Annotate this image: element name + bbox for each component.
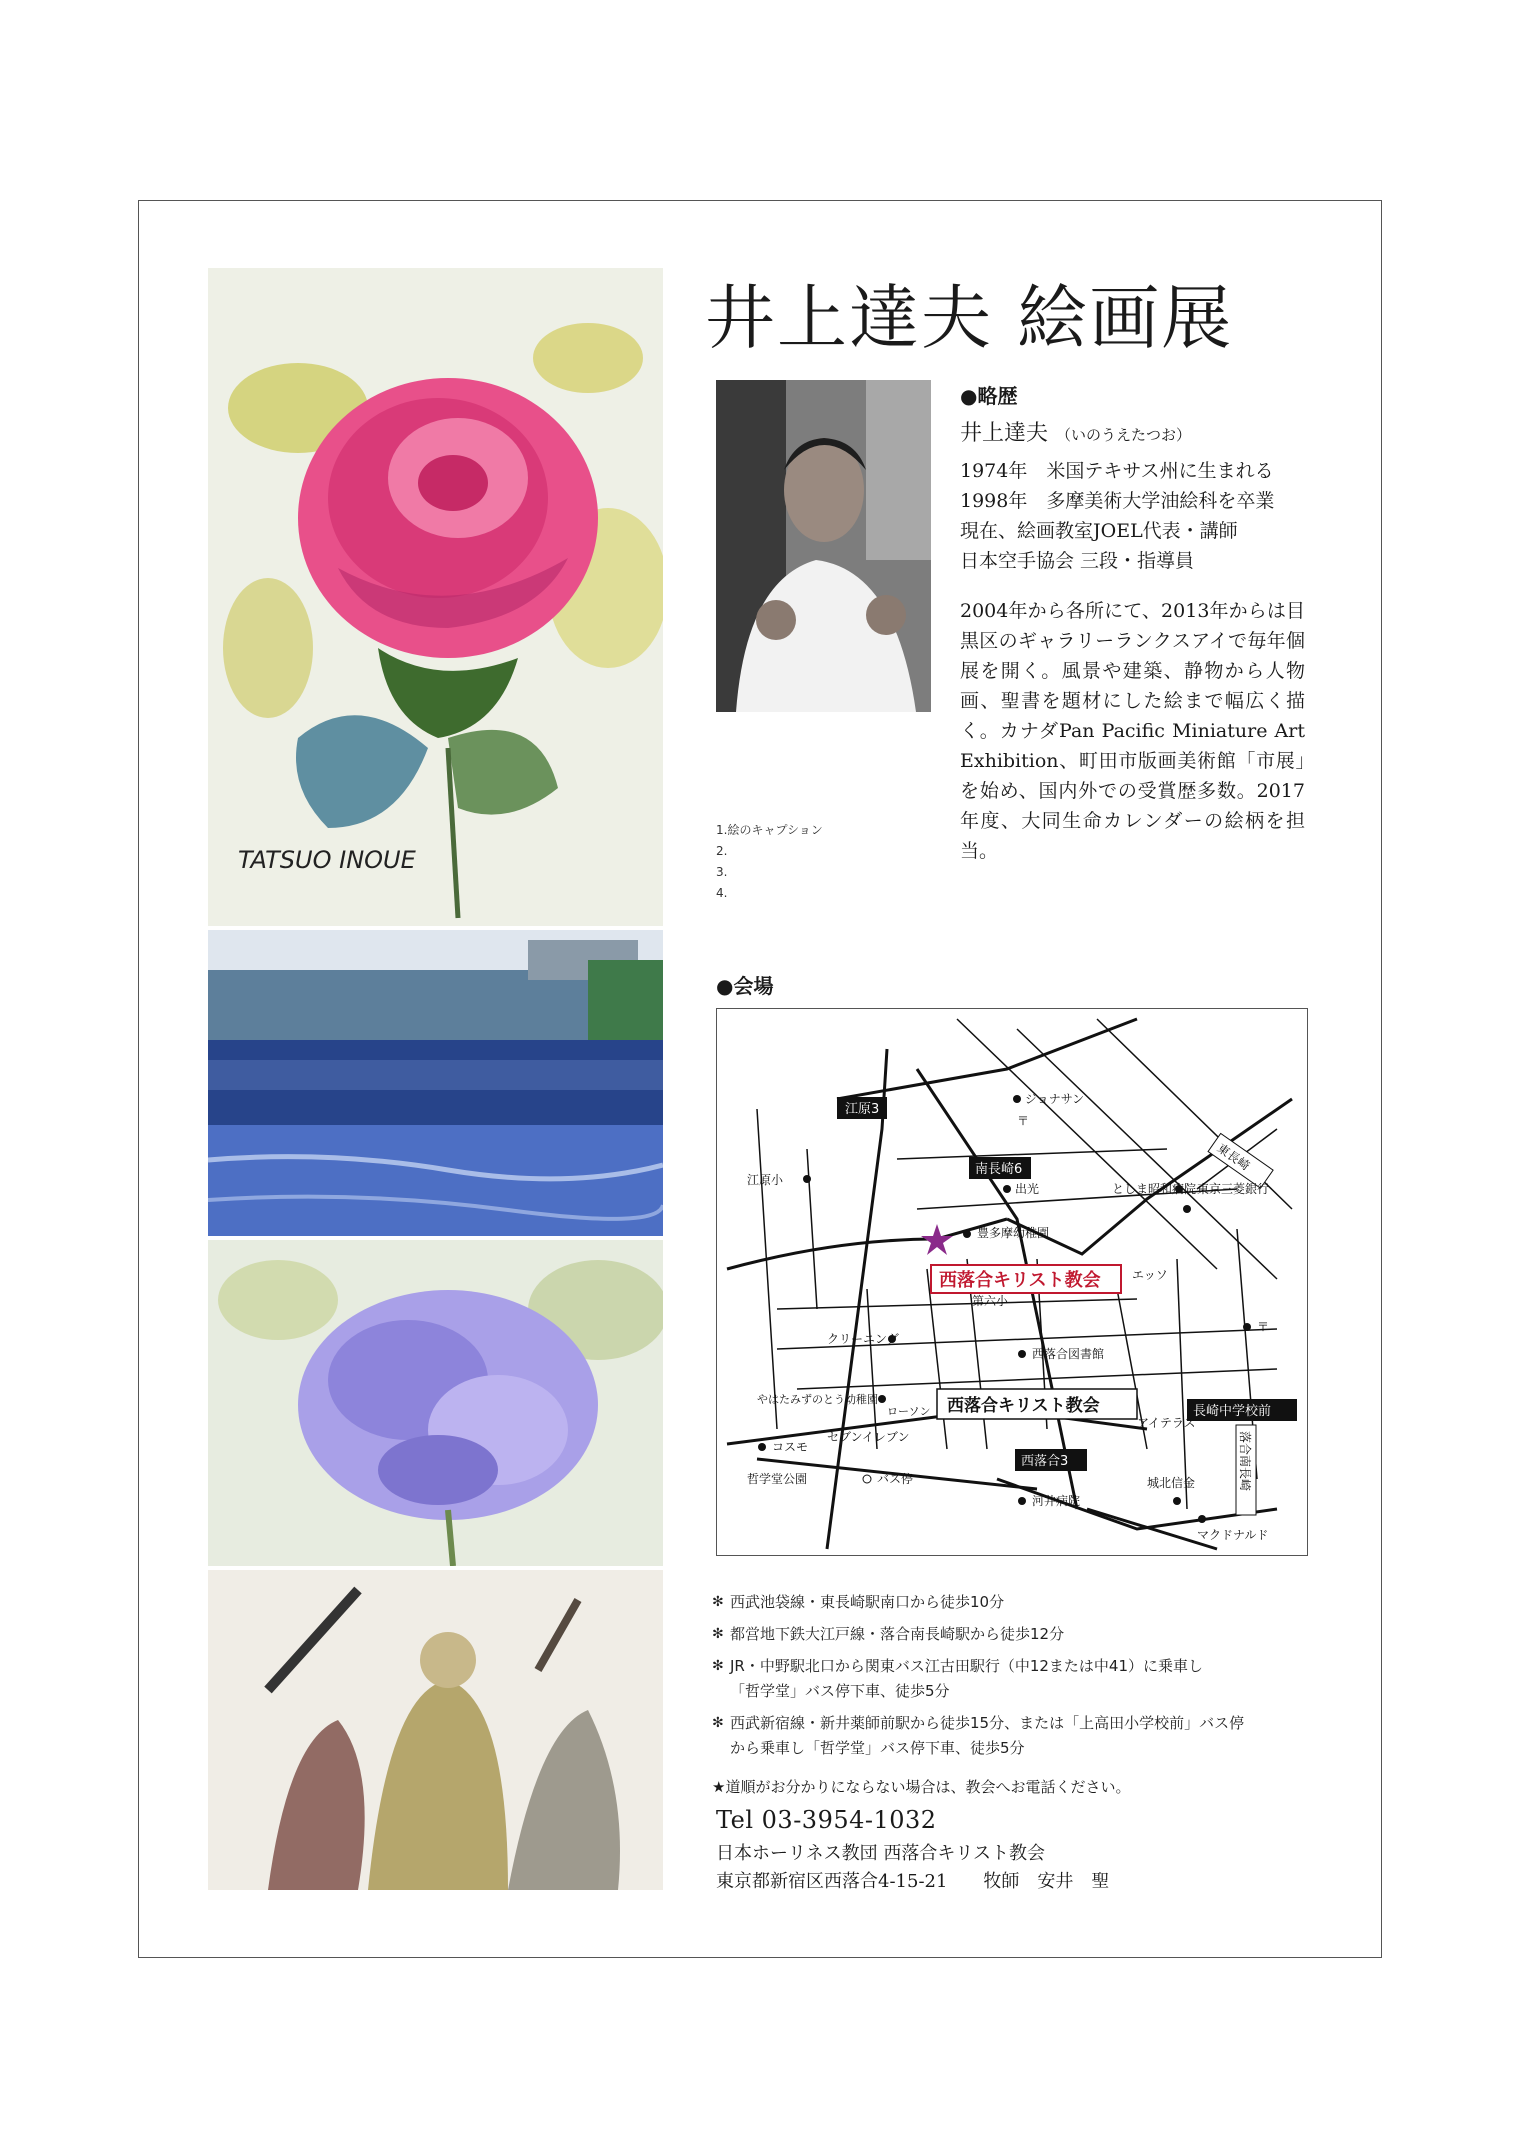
caption-item: 3. xyxy=(716,865,728,879)
svg-text:マクドナルド: マクドナルド xyxy=(1197,1528,1269,1542)
svg-text:第六小: 第六小 xyxy=(972,1294,1009,1308)
map-label: 長崎中学校前 xyxy=(1193,1404,1272,1419)
access-item: ✻ 都営地下鉄大江戸線・落合南長崎駅から徒歩12分 xyxy=(712,1622,1244,1647)
svg-text:出光: 出光 xyxy=(1015,1182,1040,1196)
career-line: 現在、絵画教室JOEL代表・講師 xyxy=(960,520,1238,542)
svg-text:江原小: 江原小 xyxy=(747,1173,784,1187)
painting-rose xyxy=(208,268,663,926)
map-label: 江原3 xyxy=(845,1102,880,1117)
svg-text:バス停: バス停 xyxy=(877,1472,914,1486)
venue-map xyxy=(716,1008,1308,1556)
svg-text:東長崎: 東長崎 xyxy=(1214,1140,1253,1174)
access-item: ✻ 西武新宿線・新井薬師前駅から徒歩15分、または「上高田小学校前」バス停 から乗車し「哲学堂」バス停下車、徒歩5分 xyxy=(712,1711,1244,1761)
organization-address: 東京都新宿区西落合4-15-21 牧師 安井 聖 xyxy=(716,1871,1110,1892)
profile-description: 2004年から各所にて、2013年からは目黒区のギャラリーランクスアイで毎年個展を開く。風景や建築、静物から人物画、聖書を題材にした絵まで幅広く描く。カナダPan Pacific Miniature Art Exhibition、町田市版画美術館「市展」を始め、国内外での受賞歴多数。2017年度、大同生命カレンダーの絵柄を担当。 xyxy=(960,600,1305,862)
caption-item: 1.絵のキャプション xyxy=(716,823,823,837)
organization-name: 日本ホーリネス教団 西落合キリスト教会 xyxy=(716,1843,1045,1864)
caption-item: 2. xyxy=(716,844,728,858)
profile-heading: ●略歴 xyxy=(960,384,1018,408)
church-map-label: 西落合キリスト教会 xyxy=(939,1270,1101,1291)
career-line: 1974年 米国テキサス州に生まれる xyxy=(960,460,1274,482)
map-label: 西落合3 xyxy=(1021,1454,1069,1469)
svg-text:TATSUO INOUE: TATSUO INOUE xyxy=(238,846,416,874)
access-item: ✻ 西武池袋線・東長崎駅南口から徒歩10分 xyxy=(712,1590,1244,1615)
svg-text:コスモ: コスモ xyxy=(772,1440,809,1454)
svg-text:河井病院: 河井病院 xyxy=(1032,1494,1081,1508)
svg-text:〒: 〒 xyxy=(1017,1114,1030,1128)
artist-name xyxy=(960,416,1191,447)
svg-text:ローソン: ローソン xyxy=(887,1405,931,1418)
caption-list xyxy=(716,820,823,904)
svg-text:〒: 〒 xyxy=(1257,1320,1270,1334)
svg-text:やはたみずのとう幼稚園: やはたみずのとう幼稚園 xyxy=(757,1393,878,1406)
church-sign-label: 西落合キリスト教会 xyxy=(947,1396,1100,1416)
svg-text:セブンイレブン: セブンイレブン xyxy=(827,1430,910,1444)
painting-hydrangea xyxy=(208,1240,663,1566)
svg-text:クリーニング: クリーニング xyxy=(827,1332,899,1346)
venue-heading: ●会場 xyxy=(716,974,774,998)
svg-text:東京三菱銀行: 東京三菱銀行 xyxy=(1197,1182,1270,1196)
svg-text:豊多摩幼稚園: 豊多摩幼稚園 xyxy=(977,1226,1050,1240)
organization-info xyxy=(716,1840,1109,1896)
artist-name-reading: （いのうえたつお） xyxy=(1056,426,1192,444)
painting-riverside xyxy=(208,930,663,1236)
map-label: 南長崎6 xyxy=(975,1162,1023,1177)
svg-text:城北信金: 城北信金 xyxy=(1147,1476,1196,1490)
direction-note: ★道順がお分かりにならない場合は、教会へお電話ください。 xyxy=(712,1778,1131,1796)
svg-text:西落合図書館: 西落合図書館 xyxy=(1032,1347,1105,1361)
svg-text:アイテラス: アイテラス xyxy=(1137,1416,1196,1430)
artist-portrait xyxy=(716,380,931,712)
artist-name-text: 井上達夫 xyxy=(960,421,1049,446)
career-line: 日本空手協会 三段・指導員 xyxy=(960,550,1195,572)
exhibition-title: 井上達夫 絵画展 xyxy=(705,277,1234,359)
svg-text:ジョナサン: ジョナサン xyxy=(1025,1092,1085,1106)
painting-figures xyxy=(208,1570,663,1890)
svg-text:エッソ: エッソ xyxy=(1132,1268,1168,1282)
svg-text:落合南長崎: 落合南長崎 xyxy=(1238,1431,1252,1492)
svg-text:哲学堂公園: 哲学堂公園 xyxy=(747,1472,808,1486)
caption-item: 4. xyxy=(716,886,728,900)
access-list xyxy=(712,1590,1244,1768)
career-line: 1998年 多摩美術大学油絵科を卒業 xyxy=(960,490,1275,512)
access-item: ✻ JR・中野駅北口から関東バス江古田駅行（中12または中41）に乗車し 「哲学堂」バス停下車、徒歩5分 xyxy=(712,1654,1244,1704)
career-list xyxy=(960,456,1274,576)
phone-number[interactable]: Tel 03-3954-1032 xyxy=(716,1806,937,1834)
svg-text:としま昭和病院: としま昭和病院 xyxy=(1112,1182,1197,1196)
